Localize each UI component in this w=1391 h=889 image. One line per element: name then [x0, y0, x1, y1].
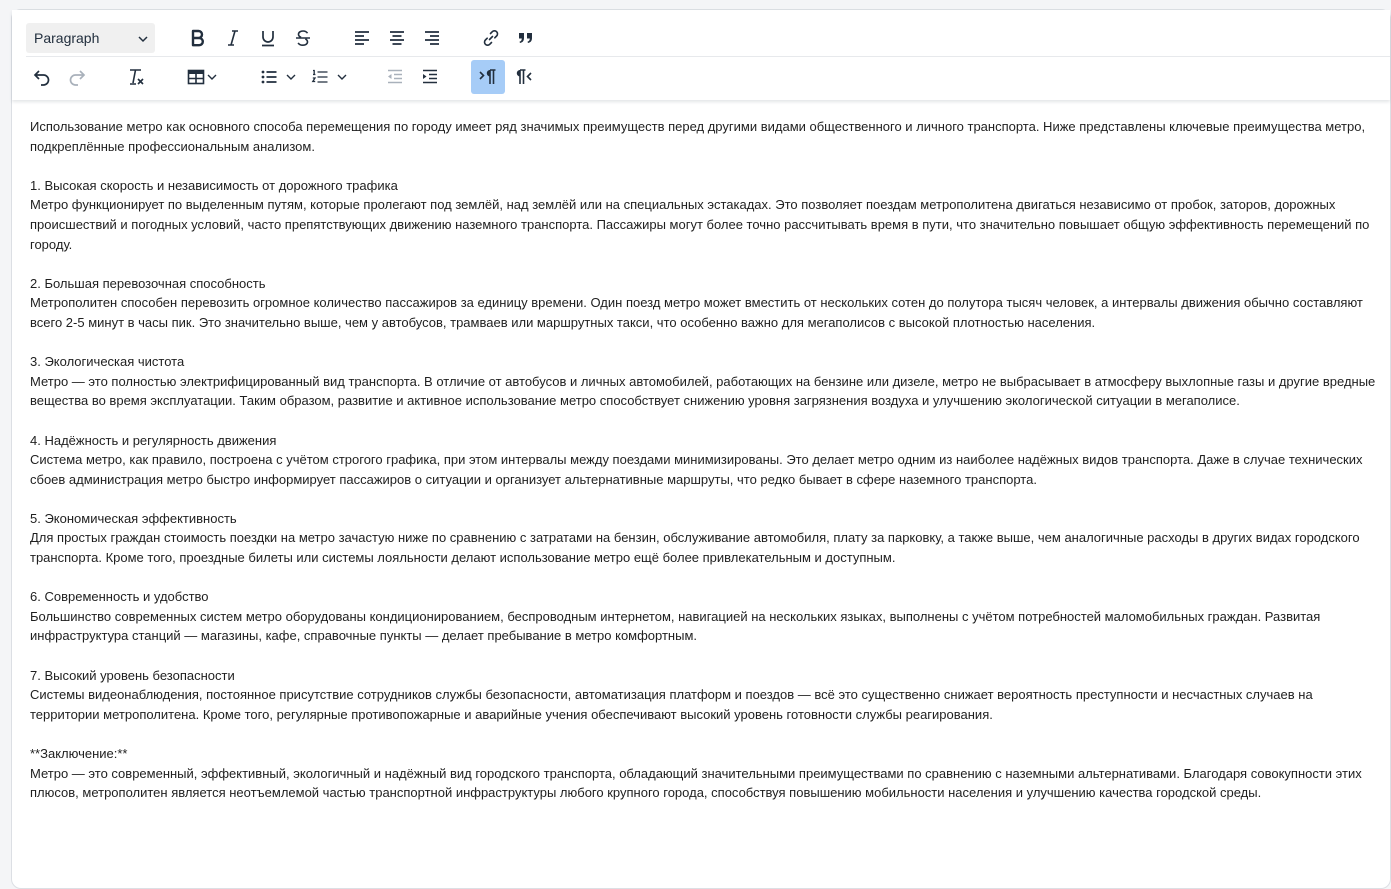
paragraph: Метрополитен способен перевозить огромное количество пассажиров за единицу времени. Один поезд метро может вместить от нескольких сотен до полутора тысяч человек, а интервалы движения обычно составляют всего 2-5 минут в часы пик. Это значительно выше, чем у автобусов, трамваев или маршрутных такси, что особенно важно для мегаполисов с высокой плотностью населения.	[30, 295, 1367, 330]
align-center-button[interactable]	[381, 21, 413, 55]
paragraph: 2. Большая перевозочная способность	[30, 275, 266, 291]
empty-line	[30, 646, 1390, 666]
italic-button[interactable]	[217, 21, 249, 55]
rtl-icon	[513, 67, 533, 87]
link-button[interactable]	[475, 21, 507, 55]
paragraph: Для простых граждан стоимость поездки на метро зачастую ниже по сравнению с затратами на бензин, обслуживание автомобиля, плату за парковку, а также выше, чем аналогичные расходы в других видах городского транспорта. Кроме того, проездные билеты или системы лояльности делают использование метро ещё более привлекательным и доступным.	[30, 530, 1364, 566]
redo-icon	[67, 67, 87, 87]
toolbar-row-2	[12, 60, 1390, 94]
paragraph: Метро — это полностью электрифицированный вид транспорта. В отличие от автобусов и личных автомобилей, работающих на бензине или дизеле, метро не выбрасывает в атмосферу выхлопные газы и другие вредные вещества во время эксплуатации. Таким образом, развитие и активное использование метро способствует снижению уровня загрязнения воздуха и улучшению экологической ситуации в мегаполисе.	[30, 373, 1379, 409]
paragraph: Использование метро как основного способа перемещения по городу имеет ряд значимых преимуществ перед другими видами общественного и личного транспорта. Ниже представлены ключевые преимущества метро, подкреплённые профессиональным анализом.	[30, 119, 1369, 154]
outdent-button[interactable]	[379, 60, 411, 94]
outdent-icon	[385, 67, 405, 87]
paragraph: 7. Высокий уровень безопасности	[30, 667, 235, 683]
undo-icon	[32, 67, 52, 87]
link-icon	[481, 28, 501, 48]
paragraph: 1. Высокая скорость и независимость от дорожного трафика	[30, 177, 398, 193]
block-format-value: Paragraph	[34, 30, 100, 46]
paragraph: Системы видеонаблюдения, постоянное присутствие сотрудников службы безопасности, автоматизация платформ и поездов — всё это существенно снижает вероятность преступности и несчастных случаев на территории метрополитена. Кроме того, регулярные противопожарные и аварийные учения обеспечивают высокий уровень готовности службы реагирования.	[30, 687, 1317, 722]
numbered-list-icon	[310, 67, 330, 87]
rich-text-editor	[11, 9, 1391, 889]
italic-icon	[223, 28, 243, 48]
strikethrough-button[interactable]	[287, 21, 319, 55]
undo-button[interactable]	[26, 60, 58, 94]
quote-icon	[516, 28, 536, 48]
bullet-list-icon	[259, 67, 279, 87]
align-left-button[interactable]	[346, 21, 378, 55]
clear-formatting-button[interactable]	[120, 60, 152, 94]
ltr-button[interactable]	[471, 60, 505, 94]
empty-line	[30, 254, 1390, 274]
empty-line	[30, 568, 1390, 588]
paragraph: Система метро, как правило, построена с учётом строгого графика, при этом интервалы между поездами минимизированы. Это делает метро одним из наиболее надёжных видов транспорта. Даже в случае технических сбоев администрация метро быстро информирует пассажиров о ситуации и организует альтернативные маршруты, что редко бывает в сфере наземного транспорта.	[30, 452, 1367, 487]
numbered-list-button[interactable]	[306, 60, 352, 94]
underline-icon	[258, 28, 278, 48]
paragraph: 5. Экономическая эффективность	[30, 510, 237, 526]
paragraph: **Заключение:**	[30, 746, 128, 761]
paragraph: Метро функционирует по выделенным путям, которые пролегают под землёй, над землёй или на специальных эстакадах. Это позволяет поездам метрополитена двигаться независимо от пробок, заторов, дорожных происшествий и погодных условий, часто препятствующих движению наземного транспорта. Пассажиры могут более точно рассчитывать время в пути, что значительно повышает общую эффективность перемещений по городу.	[30, 197, 1374, 252]
block-format-select[interactable]	[26, 23, 155, 53]
align-center-icon	[387, 28, 407, 48]
empty-line	[30, 489, 1390, 509]
align-left-icon	[352, 28, 372, 48]
editor-content-area[interactable]	[12, 100, 1390, 888]
empty-line	[30, 411, 1390, 431]
chevron-down-icon	[206, 71, 218, 83]
table-icon	[186, 67, 206, 87]
strikethrough-icon	[293, 28, 313, 48]
chevron-down-icon	[137, 32, 149, 48]
table-button[interactable]	[180, 60, 224, 94]
bold-icon	[188, 28, 208, 48]
paragraph: Метро — это современный, эффективный, экологичный и надёжный вид городского транспорта, обладающий значительными преимуществами по сравнению с наземными альтернативами. Благодаря совокупности этих плюсов, метрополитен является неотъемлемой частью транспортной инфраструктуры любого крупного города, способствуя повышению мобильности населения и улучшению качества городской среды.	[30, 765, 1366, 801]
chevron-down-icon	[336, 71, 348, 83]
indent-button[interactable]	[414, 60, 446, 94]
align-right-button[interactable]	[416, 21, 448, 55]
blockquote-button[interactable]	[510, 21, 542, 55]
paragraph: Большинство современных систем метро оборудованы кондиционированием, беспроводным интернетом, навигацией на нескольких языках, выполнены с учётом потребностей маломобильных граждан. Развитая инфраструктура станций — магазины, кафе, справочные пункты — делает пребывание в метро комфортным.	[30, 608, 1324, 644]
chevron-down-icon	[285, 71, 297, 83]
ltr-icon	[478, 67, 498, 87]
editor-toolbar	[12, 10, 1390, 100]
paragraph: 3. Экологическая чистота	[30, 354, 185, 370]
align-right-icon	[422, 28, 442, 48]
indent-icon	[420, 67, 440, 87]
underline-button[interactable]	[252, 21, 284, 55]
toolbar-row-1	[12, 21, 1390, 55]
bold-button[interactable]	[182, 21, 214, 55]
empty-line	[30, 333, 1390, 353]
redo-button[interactable]	[61, 60, 93, 94]
bullet-list-button[interactable]	[255, 60, 301, 94]
rtl-button[interactable]	[507, 60, 539, 94]
toolbar-row-divider	[26, 56, 1390, 57]
empty-line	[30, 724, 1390, 744]
empty-line	[30, 156, 1390, 176]
paragraph: 6. Современность и удобство	[30, 589, 209, 605]
paragraph: 4. Надёжность и регулярность движения	[30, 432, 277, 448]
remove-format-icon	[126, 67, 146, 87]
